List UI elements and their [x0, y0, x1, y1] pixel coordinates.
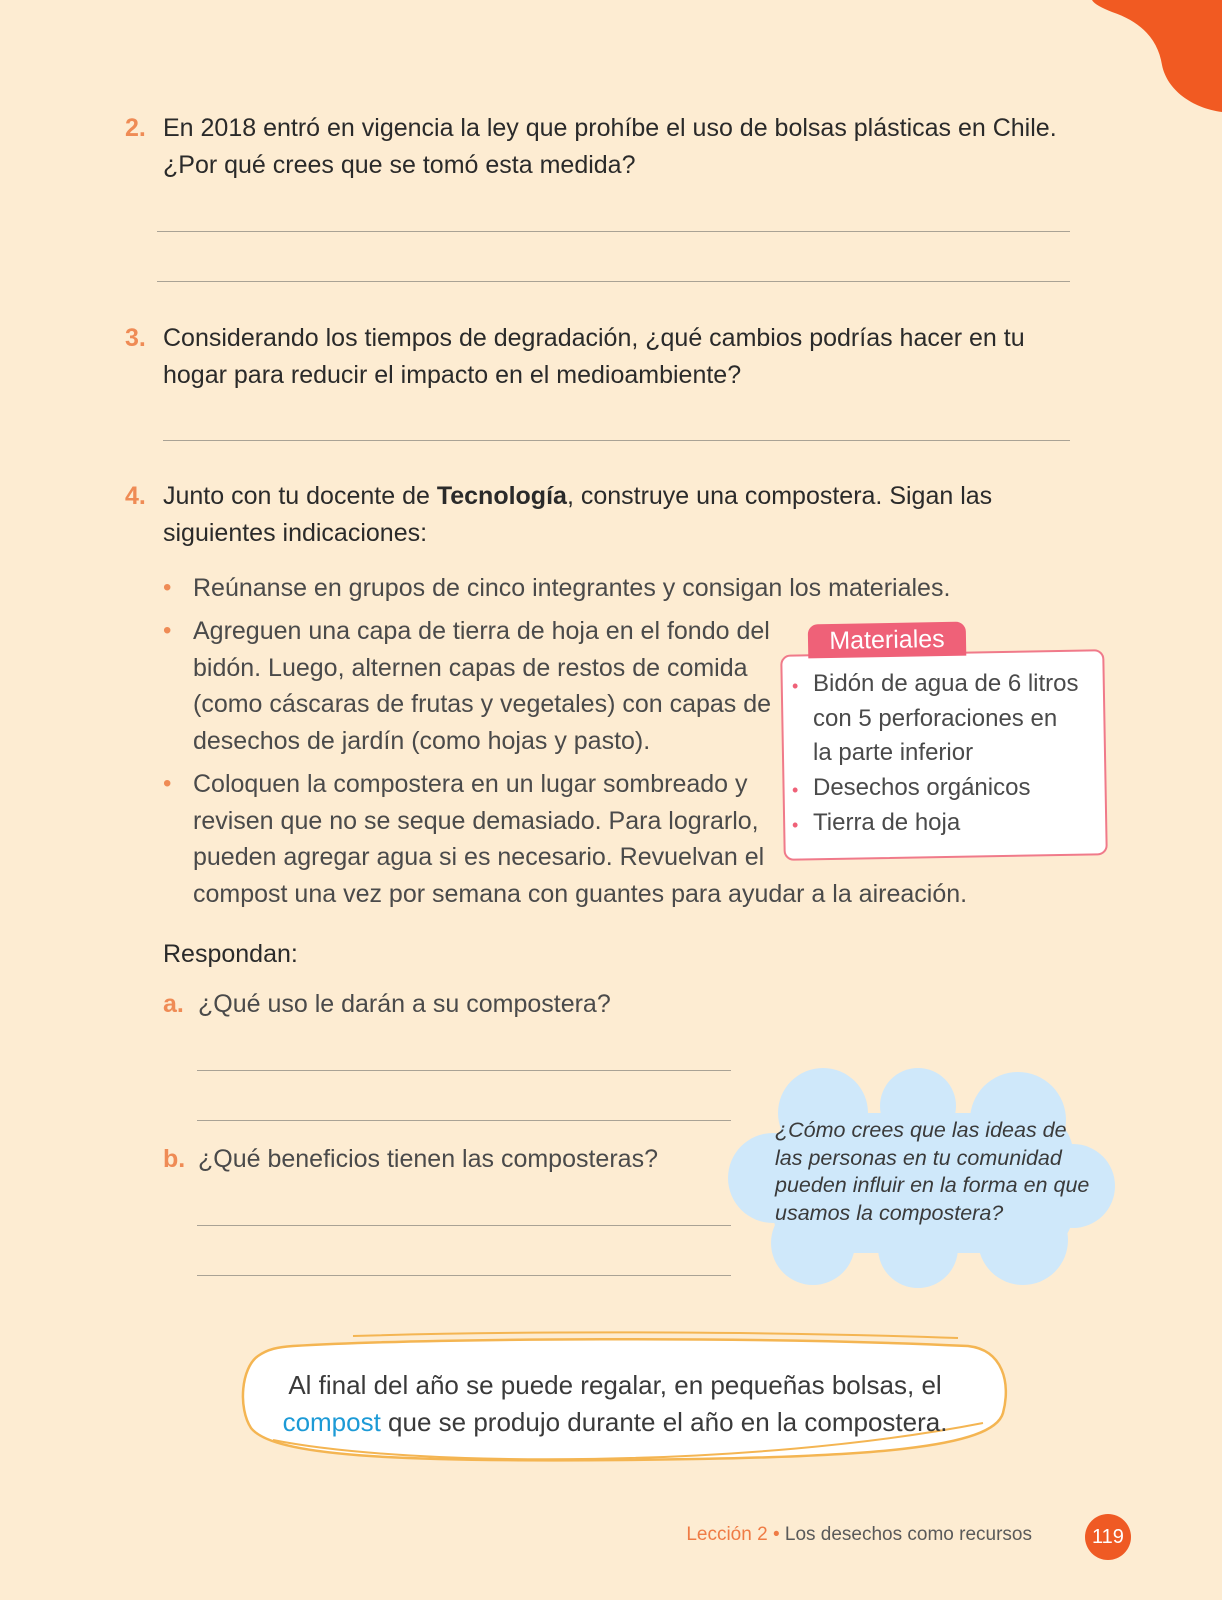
materials-line: Desechos orgánicos [813, 774, 1031, 801]
instruction-line: (como cáscaras de frutas y vegetales) con capas de [193, 690, 772, 718]
bullet-icon: • [792, 780, 799, 800]
answer-line[interactable] [197, 1275, 731, 1276]
instruction-line: desechos de jardín (como hojas y pasto). [193, 726, 651, 755]
instruction-line: Coloquen la compostera en un lugar sombreado y [193, 770, 748, 798]
answer-line[interactable] [163, 440, 1070, 441]
materials-line: con 5 perforaciones en [813, 704, 1058, 732]
instruction-line: revisen que no se seque demasiado. Para lograrlo, [193, 806, 759, 835]
note-text [260, 1367, 970, 1441]
note-line: Al final del año se puede regalar, en pequeñas bolsas, el [288, 1370, 942, 1400]
instruction-line: bidón. Luego, alternen capas de restos de comida [193, 653, 748, 682]
subject-name: Tecnología [436, 482, 567, 510]
answer-line[interactable] [157, 231, 1070, 232]
footer-separator: • [772, 1524, 780, 1545]
corner-decoration [1092, 0, 1222, 115]
sub-question-label: b. [163, 1145, 186, 1173]
cloud-question: ¿Cómo crees que las ideas de las personas en tu comunidad pueden influir en la forma en que usamos la compostera? [775, 1118, 1090, 1225]
instruction-line: Agreguen una capa de tierra de hoja en el fondo del [193, 617, 770, 645]
materials-title: Materiales [808, 622, 967, 659]
highlight-term: compost [282, 1407, 381, 1437]
materials-line: Tierra de hoja [813, 809, 961, 836]
instruction-line: Reúnanse en grupos de cinco integrantes y consigan los materiales. [193, 574, 951, 602]
sub-question-text: ¿Qué beneficios tienen las composteras? [198, 1145, 658, 1173]
bullet-icon: • [163, 574, 172, 601]
lesson-label: Lección 2 [686, 1524, 768, 1545]
answer-line[interactable] [197, 1225, 731, 1226]
note-line: que se produjo durante el año en la compostera. [380, 1407, 948, 1437]
question-text: Considerando los tiempos de degradación, ¿qué cambios podrías hacer en tu hogar para reducir el impacto en el medioambiente? [163, 324, 1025, 389]
question-text-part: , construye una compostera. Sigan las siguientes indicaciones: [163, 482, 993, 547]
question-text: En 2018 entró en vigencia la ley que prohíbe el uso de bolsas plásticas en Chile. ¿Por qué crees que se tomó esta medida? [163, 114, 1057, 179]
instruction-line: pueden agregar agua si es necesario. Revuelvan el [193, 843, 765, 871]
sub-question-text: ¿Qué uso le darán a su compostera? [198, 990, 611, 1018]
question-number: 2. [125, 114, 146, 142]
bullet-icon: • [792, 815, 799, 835]
bullet-icon: • [163, 770, 172, 797]
materials-line: Bidón de agua de 6 litros [813, 670, 1079, 697]
materials-line: la parte inferior [813, 739, 974, 767]
answer-line[interactable] [197, 1120, 731, 1121]
question-number: 4. [125, 482, 146, 510]
answer-line[interactable] [197, 1070, 731, 1071]
instruction-line: compost una vez por semana con guantes para ayudar a la aireación. [193, 880, 968, 908]
lesson-title: Los desechos como recursos [784, 1524, 1032, 1545]
bullet-icon: • [792, 676, 799, 696]
footer [686, 1524, 1032, 1546]
question-number: 3. [125, 324, 146, 352]
bullet-icon: • [163, 617, 172, 644]
respond-heading: Respondan: [163, 940, 298, 968]
page-number: 119 [1085, 1514, 1131, 1560]
question-text-part: Junto con tu docente de [163, 482, 437, 510]
answer-line[interactable] [157, 281, 1070, 282]
question-text [163, 478, 1063, 552]
sub-question-label: a. [163, 990, 184, 1018]
